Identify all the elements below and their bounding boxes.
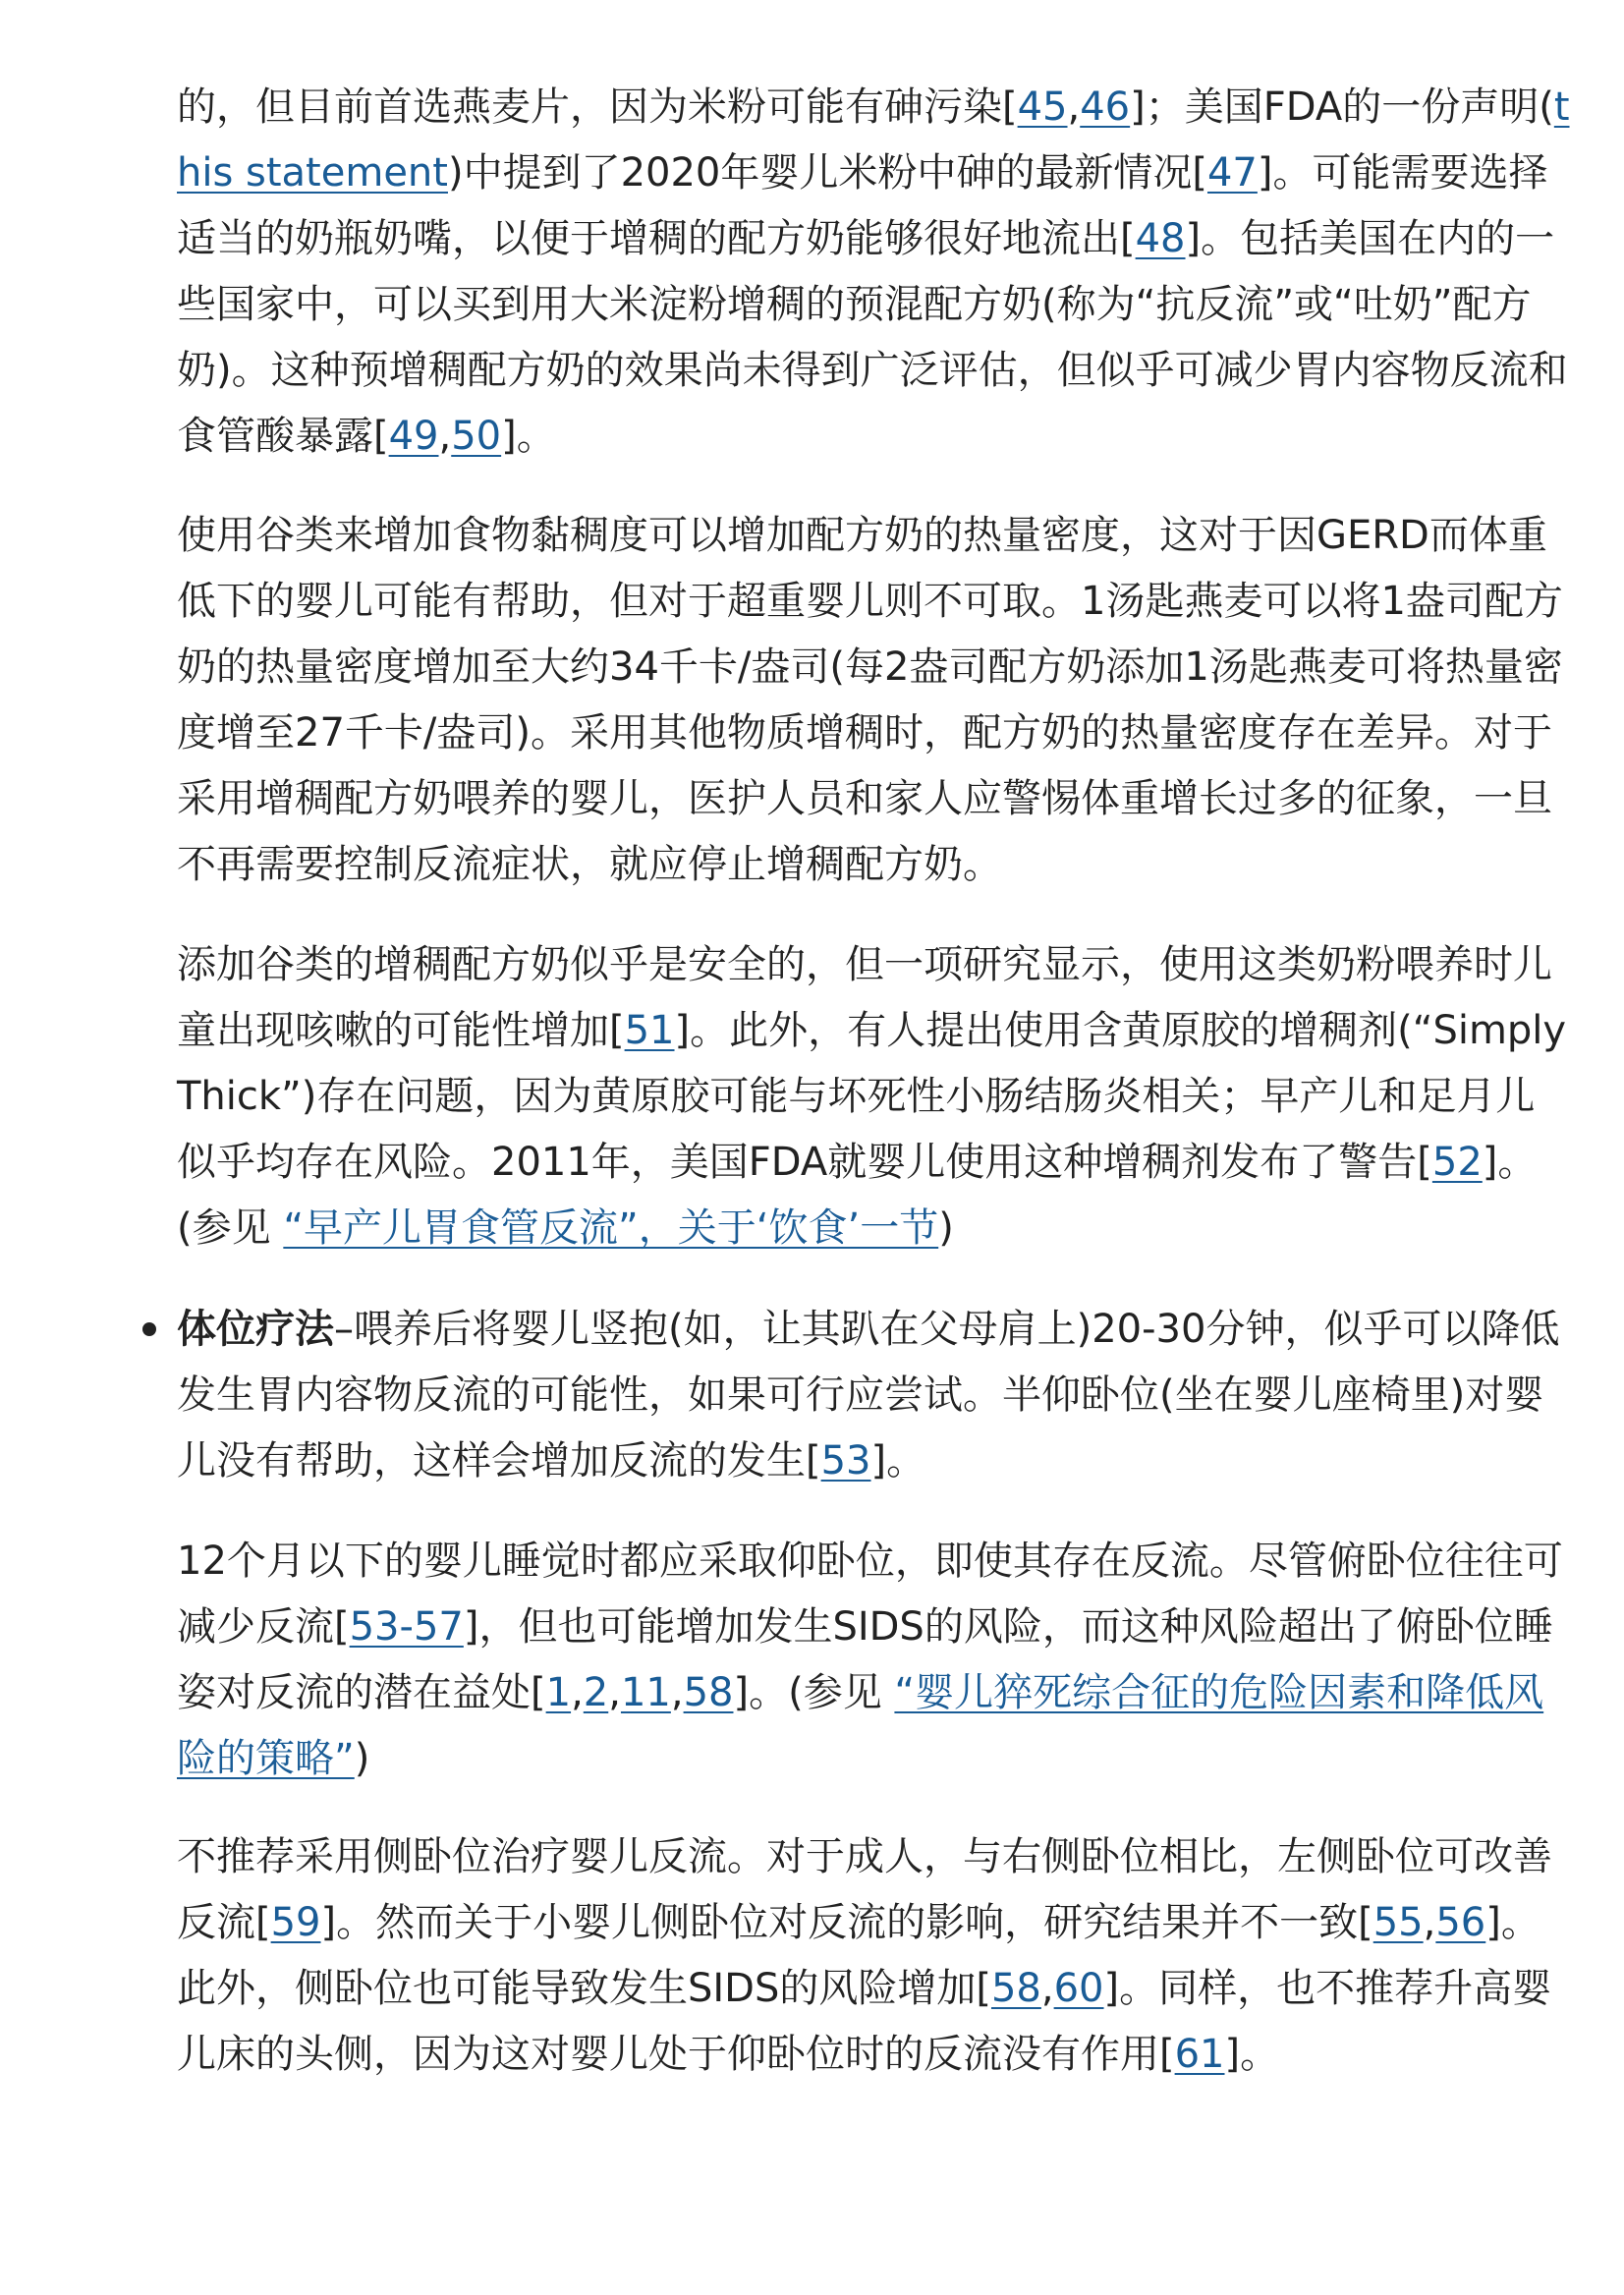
text: ]。同样，也不推荐升高婴儿床的头侧，因为这对婴儿处于仰卧位时的反流没有作用[ [177,1966,1552,2077]
reference-link[interactable]: 53-57 [349,1604,464,1650]
text: , [1040,1966,1054,2011]
text: –喂养后将婴儿竖抱(如，让其趴在父母肩上)20-30分钟，似乎可以降低发生胃内容物反流的可能性，如果可行应尝试。半仰卧位(坐在婴儿座椅里)对婴儿没有帮助，这样会增加反流的发生[ [177,1307,1560,1483]
reference-link[interactable]: 45 [1017,84,1068,130]
reference-link[interactable]: 11 [620,1670,671,1715]
reference-link[interactable]: 2 [583,1670,609,1715]
reference-link[interactable]: 60 [1053,1966,1104,2011]
bullet-heading: 体位疗法 [177,1307,334,1352]
text: ]；美国FDA的一份声明( [1130,84,1554,130]
reference-link[interactable]: 52 [1431,1140,1483,1185]
text: ]。(参见 [733,1670,895,1715]
paragraph-caloric-density: 使用谷类来增加食物黏稠度可以增加配方奶的热量密度，这对于因GERD而体重低下的婴儿可能有帮助，但对于超重婴儿则不可取。1汤匙燕麦可以将1盎司配方奶的热量密度增加至大约34千卡/盎司(每2盎司配方奶添加1汤匙燕麦可将热量密度增至27千卡/盎司)。采用其他物质增稠时，配方奶的热量密度存在差异。对于采用增稠配方奶喂养的婴儿，医护人员和家人应警惕体重增长过多的征象，一旦不再需要控制反流症状，就应停止增稠配方奶。 [177,513,1563,887]
text: , [1067,84,1081,130]
reference-link[interactable]: 56 [1435,1900,1486,1945]
text: 12个月以下的婴儿睡觉时都应采取仰卧位，即使其存在反流。尽管俯卧位往往可减少反流[ [177,1539,1563,1650]
text: ) [354,1736,370,1781]
reference-link[interactable]: 55 [1372,1900,1424,1945]
reference-link[interactable]: 58 [683,1670,734,1715]
text: ]。可能需要选择适当的奶瓶奶嘴，以便于增稠的配方奶能够很好地流出[ [177,150,1548,261]
text: , [1423,1900,1436,1945]
reference-link[interactable]: 61 [1174,2032,1225,2077]
text: ]。(参见 [177,1140,1538,1251]
text: , [608,1670,621,1715]
text: ]。 [1224,2032,1280,2077]
text: )中提到了2020年婴儿米粉中砷的最新情况[ [447,150,1207,196]
preterm-gerd-link[interactable]: “早产儿胃食管反流”，关于‘饮食’一节 [283,1205,939,1251]
paragraph-supine-sleep [177,1529,1572,1792]
reference-link[interactable]: 1 [545,1670,572,1715]
text: ) [938,1205,954,1251]
reference-link[interactable]: 50 [451,414,502,459]
paragraph-positioning-therapy [177,1297,1572,1494]
text: ]。此外，有人提出使用含黄原胶的增稠剂(“SimplyThick”)存在问题，因为黄原胶可能与坏死性小肠结肠炎相关；早产儿和足月儿似乎均存在风险。2011年，美国FDA就婴儿使用这种增稠剂发布了警告[ [177,1008,1567,1185]
bullet-icon [142,1322,156,1336]
text: ]。 [501,414,556,459]
text: ]，但也可能增加发生SIDS的风险，而这种风险超出了俯卧位睡姿对反流的潜在益处[ [177,1604,1553,1715]
text: 的，但目前首选燕麦片，因为米粉可能有砷污染[ [177,84,1018,130]
reference-link[interactable]: 51 [624,1008,675,1053]
text: , [571,1670,584,1715]
reference-link[interactable]: 53 [820,1438,871,1483]
text: , [438,414,452,459]
paragraph-lateral-position [177,1824,1572,2088]
text: ]。 [870,1438,926,1483]
reference-link[interactable]: 49 [388,414,439,459]
sids-risk-link[interactable]: “婴儿猝死综合征的危险因素和降低风险的策略” [177,1670,1544,1781]
text: 不推荐采用侧卧位治疗婴儿反流。对于成人，与右侧卧位相比，左侧卧位可改善反流[ [177,1834,1552,1945]
paragraph-thickener-safety [177,932,1572,1261]
paragraph-thickened-feeds [177,75,1572,470]
reference-link[interactable]: 59 [270,1900,321,1945]
text: 添加谷类的增稠配方奶似乎是安全的，但一项研究显示，使用这类奶粉喂养时儿童出现咳嗽的可能性增加[ [177,942,1552,1053]
text: ]。然而关于小婴儿侧卧位对反流的影响，研究结果并不一致[ [320,1900,1373,1945]
reference-link[interactable]: 48 [1135,216,1186,261]
text: ]。此外，侧卧位也可能导致发生SIDS的风险增加[ [177,1900,1540,2011]
text: , [670,1670,684,1715]
this-statement-link[interactable]: this statement [177,84,1570,196]
text: ]。包括美国在内的一些国家中，可以买到用大米淀粉增稠的预混配方奶(称为“抗反流”或“吐奶”配方奶)。这种预增稠配方奶的效果尚未得到广泛评估，但似乎可减少胃内容物反流和食管酸暴露[ [177,216,1568,459]
reference-link[interactable]: 47 [1206,150,1258,196]
reference-link[interactable]: 58 [990,1966,1041,2011]
reference-link[interactable]: 46 [1080,84,1131,130]
